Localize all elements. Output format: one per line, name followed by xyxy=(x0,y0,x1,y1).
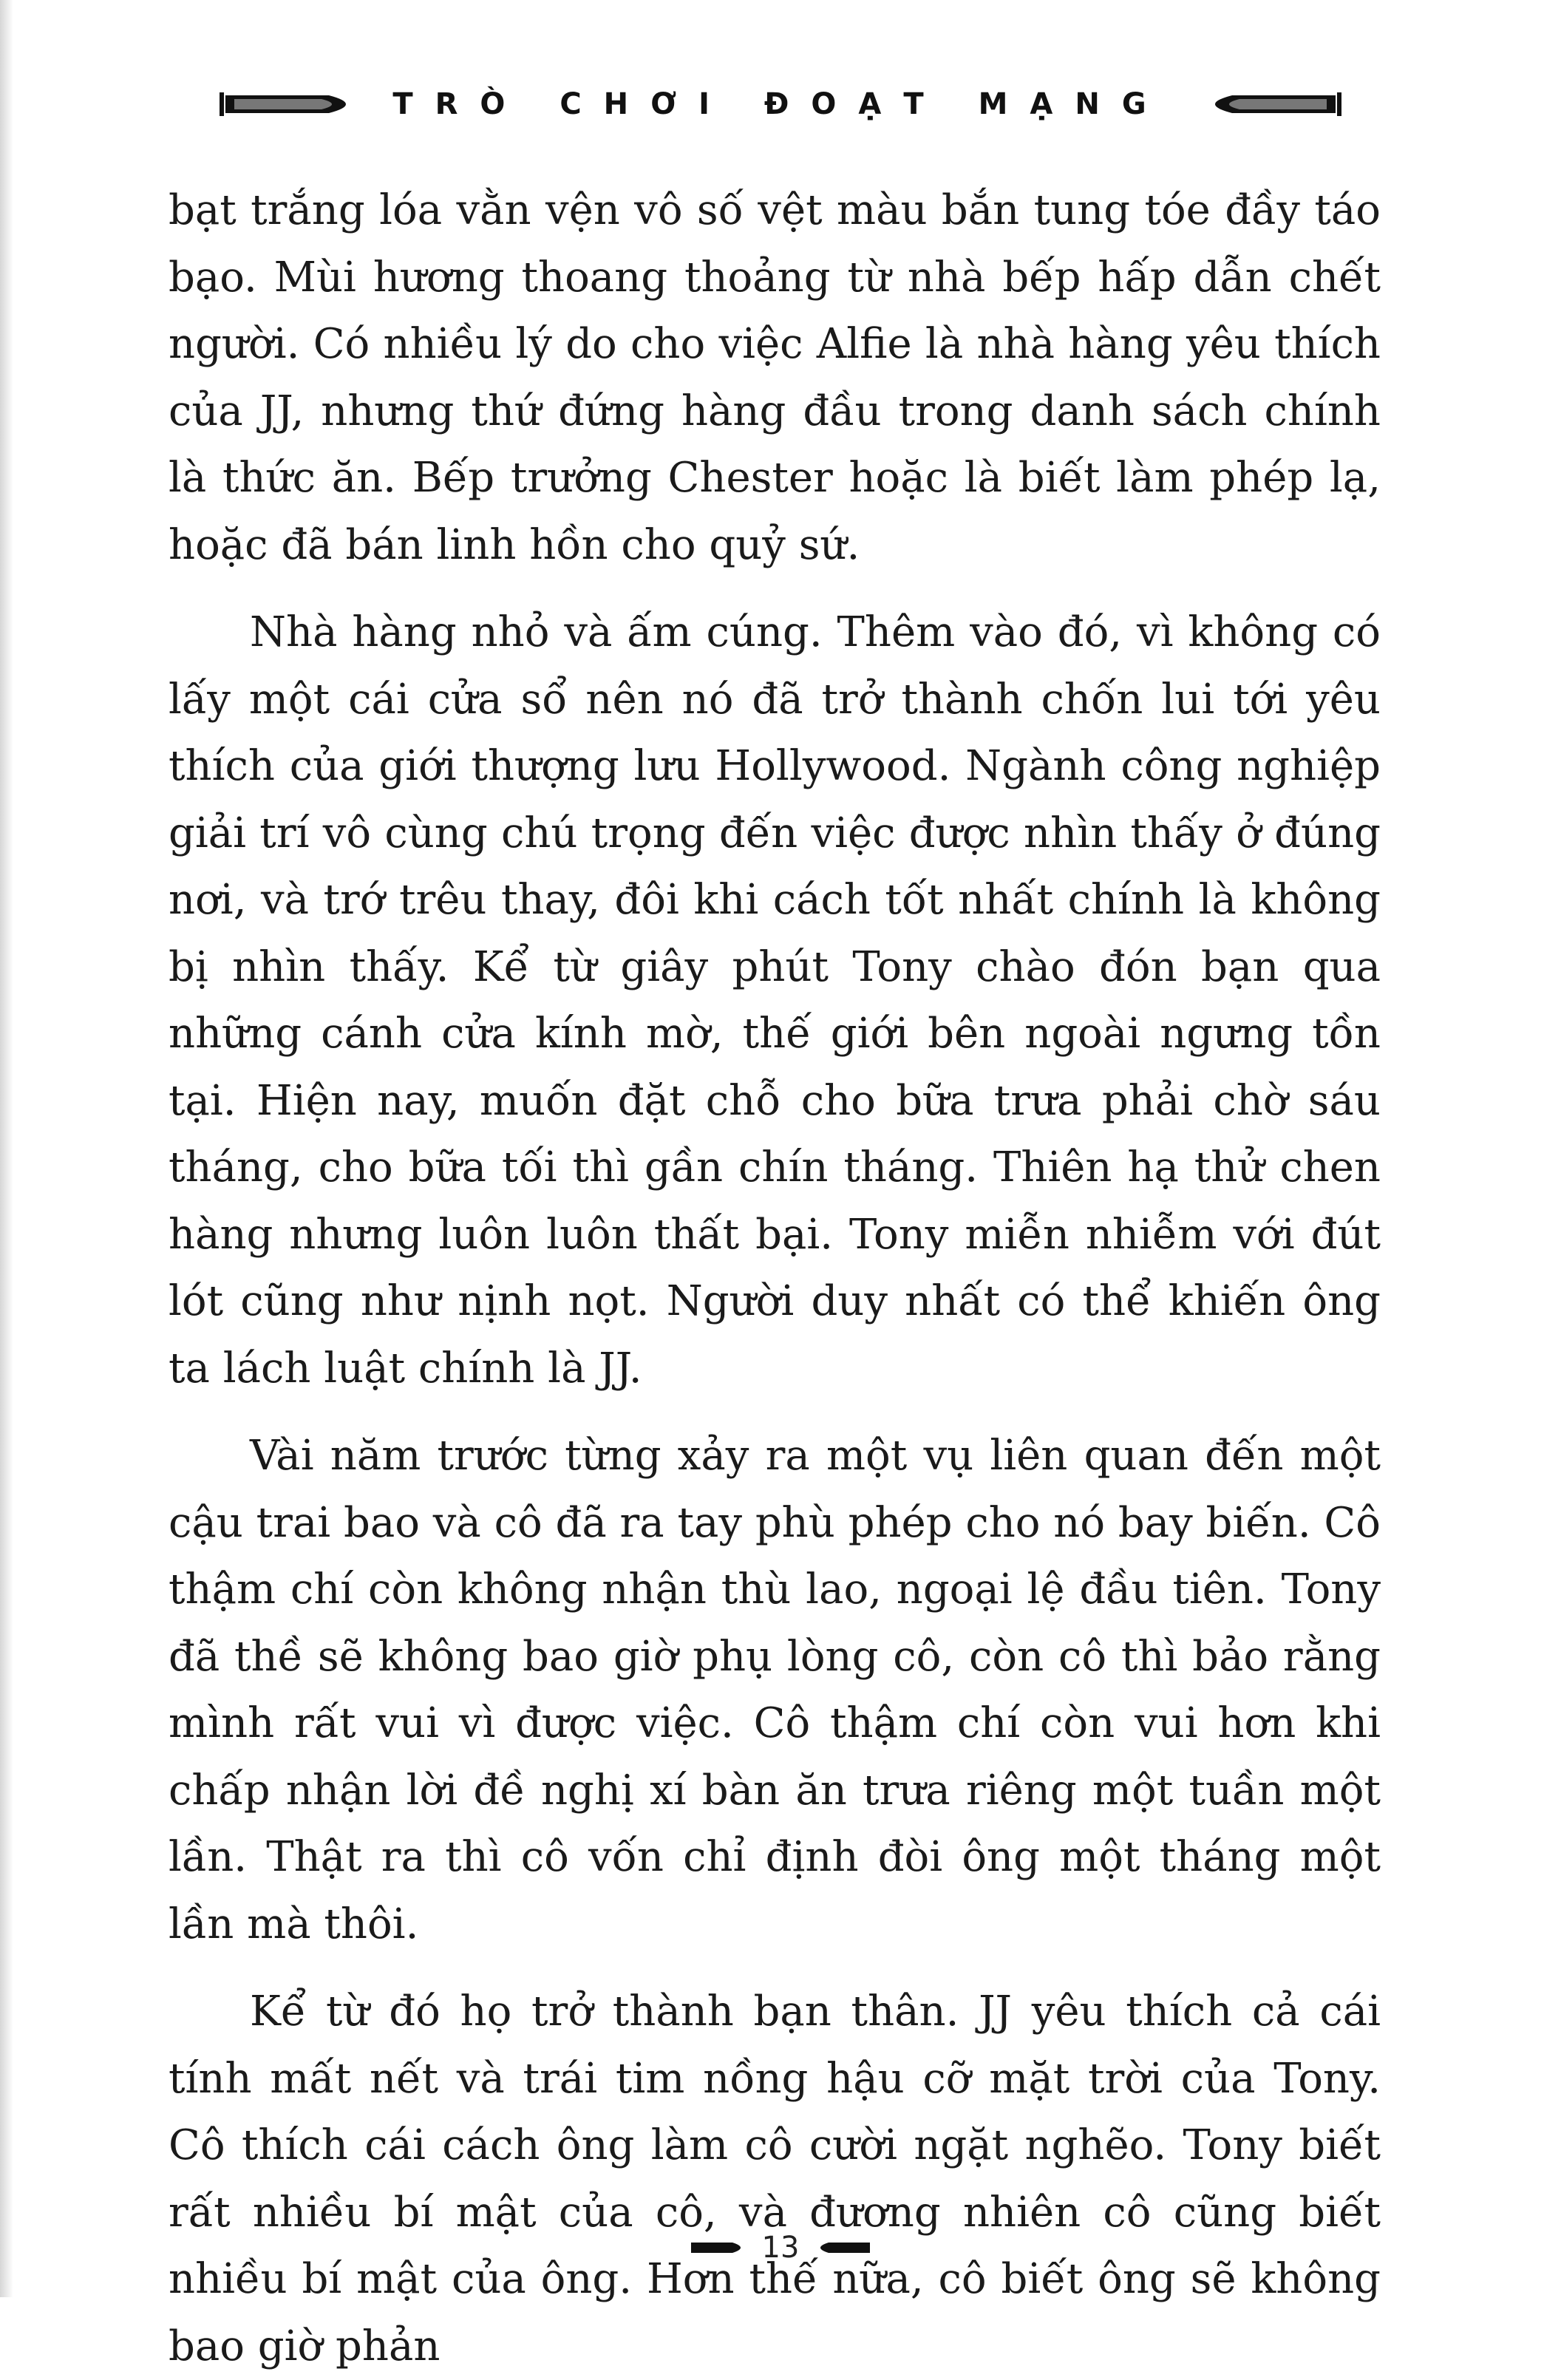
page-number: 13 xyxy=(761,2231,800,2265)
page-footer xyxy=(0,2231,1561,2265)
page-edge-shadow xyxy=(0,0,13,2297)
footer-right-ornament xyxy=(812,2240,871,2256)
paragraph-4: Kể từ đó họ trở thành bạn thân. JJ yêu thích cả cái tính mất nết và trái tim nồng hậu cỡ mặt trời của Tony. Cô thích cái cách ông làm cô cười ngặt nghẽo. Tony biết rất nhiều bí mật của cô, và đương nhiên cô cũng biết nhiều bí mật của ông. Hơn thế nữa, cô biết ông sẽ không bao giờ phản xyxy=(169,1988,1381,2370)
body-text xyxy=(169,177,1381,2380)
book-title: TRÒ CHƠI ĐOẠT MẠNG xyxy=(392,87,1169,121)
header-right-ornament xyxy=(1195,88,1343,120)
running-header xyxy=(0,87,1561,121)
paragraph-3: Vài năm trước từng xảy ra một vụ liên quan đến một cậu trai bao và cô đã ra tay phù phép cho nó bay biến. Cô thậm chí còn không nhận thù lao, ngoại lệ đầu tiên. Tony đã thề sẽ không bao giờ phụ lòng cô, còn cô thì bảo rằng mình rất vui vì được việc. Cô thậm chí còn vui hơn khi chấp nhận lời đề nghị xí bàn ăn trưa riêng một tuần một lần. Thật ra thì cô vốn chỉ định đòi ông một tháng một lần mà thôi. xyxy=(169,1432,1381,1948)
paragraph-2: Nhà hàng nhỏ và ấm cúng. Thêm vào đó, vì không có lấy một cái cửa sổ nên nó đã trở thành chốn lui tới yêu thích của giới thượng lưu Hollywood. Ngành công nghiệp giải trí vô cùng chú trọng đến việc được nhìn thấy ở đúng nơi, và trớ trêu thay, đôi khi cách tốt nhất chính là không bị nhìn thấy. Kể từ giây phút Tony chào đón bạn qua những cánh cửa kính mờ, thế giới bên ngoài ngưng tồn tại. Hiện nay, muốn đặt chỗ cho bữa trưa phải chờ sáu tháng, cho bữa tối thì gần chín tháng. Thiên hạ thử chen hàng nhưng luôn luôn thất bại. Tony miễn nhiễm với đút lót cũng như nịnh nọt. Người duy nhất có thể khiến ông ta lách luật chính là JJ. xyxy=(169,608,1381,1393)
paragraph-1: bạt trắng lóa vằn vện vô số vệt màu bắn tung tóe đầy táo bạo. Mùi hương thoang thoảng từ nhà bếp hấp dẫn chết người. Có nhiều lý do cho việc Alfie là nhà hàng yêu thích của JJ, nhưng thứ đứng hàng đầu trong danh sách chính là thức ăn. Bếp trưởng Chester hoặc là biết làm phép lạ, hoặc đã bán linh hồn cho quỷ sứ. xyxy=(169,186,1381,569)
header-left-ornament xyxy=(218,88,366,120)
footer-left-ornament xyxy=(690,2240,749,2256)
